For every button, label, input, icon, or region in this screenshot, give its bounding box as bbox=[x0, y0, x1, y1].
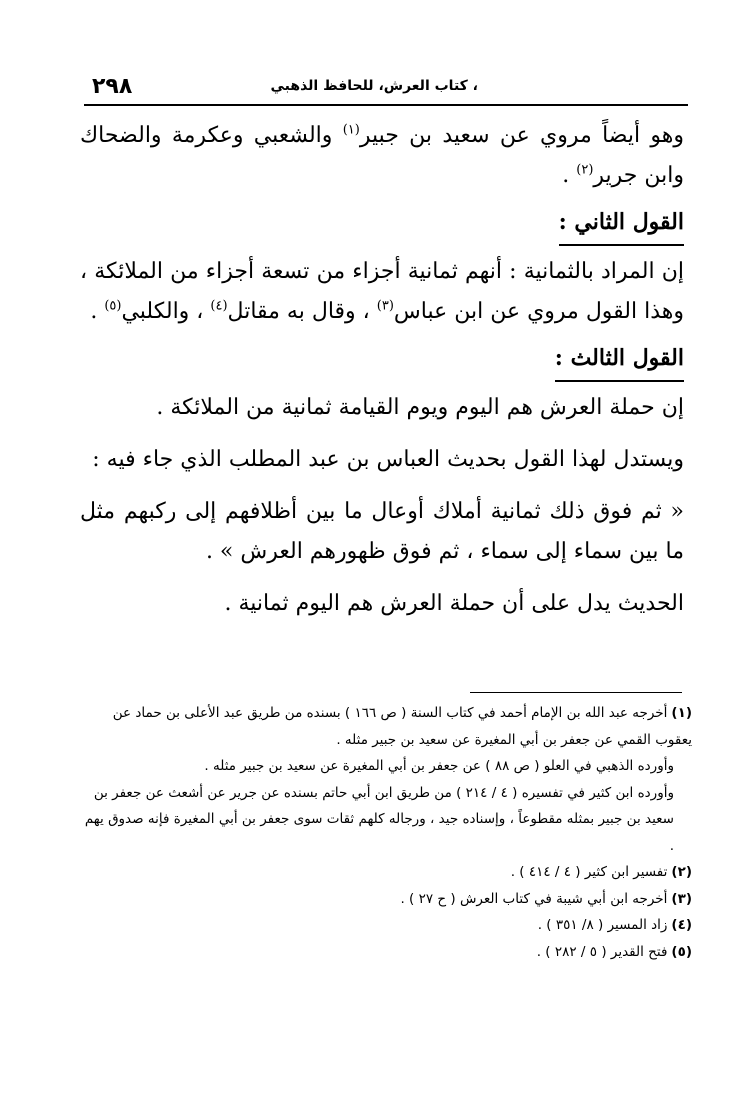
page-number: ٢٩٨ bbox=[92, 74, 133, 99]
paragraph-1: وهو أيضاً مروي عن سعيد بن جبير$^{(١)}$ والشعبي وعكرمة والضحاك وابن جرير$^{(٢)}$ . bbox=[80, 122, 684, 188]
heading-third-opinion: القول الثالث : bbox=[555, 338, 684, 382]
footnote-ref-3: (٣) bbox=[376, 298, 394, 314]
book-title: ، كتاب العرش، للحافظ الذهبي bbox=[270, 78, 478, 94]
heading-second-opinion: القول الثاني : bbox=[559, 202, 684, 246]
footnote-5: (٥)فتح القدير ( ٥ / ٢٨٢ ) . bbox=[536, 943, 692, 960]
footnote-ref-4: (٤) bbox=[210, 298, 228, 314]
footnote-1-line: وأورده الذهبي في العلو ( ص ٨٨ ) عن جعفر بن أبي المغيرة عن سعيد بن جبير مثله . bbox=[204, 758, 674, 774]
paragraph-2: إن المراد بالثمانية : أنهم ثمانية أجزاء من تسعة أجزاء من الملائكة ، وهذا القول مروي عن ابن عباس$^{(٣)}$ ، وقال به مقاتل$^{(٤)}$ ، والكلبي$^{(٥)}$ . bbox=[80, 259, 684, 324]
footnotes bbox=[80, 700, 692, 965]
footnote-number: (٤) bbox=[671, 917, 692, 933]
footnote-2: (٢)تفسير ابن كثير ( ٤ / ٤١٤ ) . bbox=[510, 864, 692, 880]
footnote-number: (٣) bbox=[671, 890, 692, 907]
running-header bbox=[84, 74, 688, 104]
hadith-quote: « ثم فوق ذلك ثمانية أملاك أوعال ما بين أظلافهم إلى ركبهم مثل ما بين سماء إلى سماء ، ثم فوق ظهورهم العرش » . bbox=[80, 499, 684, 564]
footnote-4: (٤)زاد المسير ( ٨/ ٣٥١ ) . bbox=[537, 917, 692, 933]
footnote-number: (١) bbox=[671, 705, 692, 721]
footnote-ref-1: (١) bbox=[342, 122, 360, 138]
footnote-separator bbox=[470, 692, 682, 693]
footnote-ref-2: (٢) bbox=[576, 162, 594, 178]
footnote-1-line: وأورده ابن كثير في تفسيره ( ٤ / ٢١٤ ) من طريق ابن أبي حاتم بسنده عن جرير عن أشعث عن جعفر بن سعيد بن جبير بمثله مقطوعاً ، وإسناده جيد ، ورجاله كلهم ثقات سوى جعفر بن أبي المغيرة فإنه صدوق يهم . bbox=[84, 784, 674, 854]
footnote-3: (٣)أخرجه ابن أبي شيبة في كتاب العرش ( ح ٢٧ ) . bbox=[400, 890, 692, 907]
paragraph-6: الحديث يدل على أن حملة العرش هم اليوم ثمانية . bbox=[224, 591, 684, 616]
header-rule bbox=[84, 104, 688, 106]
paragraph-4: ويستدل لهذا القول بحديث العباس بن عبد المطلب الذي جاء فيه : bbox=[92, 447, 684, 472]
footnote-ref-5: (٥) bbox=[104, 298, 122, 314]
footnote-number: (٥) bbox=[671, 943, 692, 960]
main-text bbox=[80, 116, 684, 624]
footnote-number: (٢) bbox=[671, 864, 692, 880]
footnote-1: (١)أخرجه عبد الله بن الإمام أحمد في كتاب السنة ( ص ١٦٦ ) بسنده من طريق عبد الأعلى بن حماد عن يعقوب القمي عن جعفر بن أبي المغيرة عن سعيد بن جبير مثله . bbox=[112, 705, 692, 748]
paragraph-3: إن حملة العرش هم اليوم ويوم القيامة ثمانية من الملائكة . bbox=[156, 395, 684, 420]
